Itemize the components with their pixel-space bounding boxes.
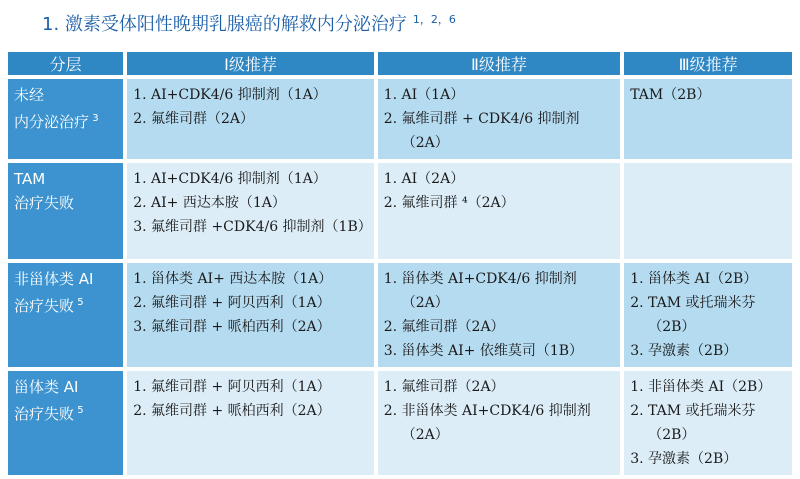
- category-reference: 5: [74, 405, 84, 416]
- category-line: 治疗失败 $^5$: [14, 405, 84, 423]
- recommendation-item: 3. 氟维司群 + 哌柏西利（2A）: [133, 319, 331, 335]
- recommendation-item: TAM（2B）: [630, 87, 711, 103]
- recommendation-item: 1. AI（1A）: [383, 87, 465, 103]
- category-reference: 3: [89, 113, 99, 124]
- recommendation-item: 2. 氟维司群 + 阿贝西利（1A）: [133, 295, 331, 311]
- cell-level2: [378, 163, 621, 259]
- header-level2: Ⅱ级推荐: [378, 52, 621, 75]
- header-stratification: 分层: [8, 52, 123, 75]
- category-line: 甾体类 AI: [14, 378, 79, 396]
- table-row: [8, 371, 792, 475]
- cell-level1: [127, 371, 374, 475]
- category-reference: 5: [74, 297, 84, 308]
- recommendation-item: 2. 氟维司群（2A）: [133, 111, 255, 127]
- recommendation-item: 1. 甾体类 AI+CDK4/6 抑制剂（2A）: [383, 271, 577, 311]
- page-title: 1. 激素受体阳性晚期乳腺癌的解救内分泌治疗 $^{1,2,6}$: [42, 13, 456, 35]
- table-row: [8, 163, 792, 259]
- table-row: [8, 263, 792, 367]
- cell-level2: [378, 263, 621, 367]
- recommendation-item: 1. 甾体类 AI+ 西达本胺（1A）: [133, 271, 333, 287]
- category-line: 治疗失败: [14, 194, 75, 212]
- row-category: [8, 163, 123, 259]
- cell-level2: [378, 79, 621, 159]
- cell-level3: [624, 263, 792, 367]
- recommendation-item: 1. 氟维司群（2A）: [383, 379, 505, 395]
- cell-level1: [127, 263, 374, 367]
- recommendation-item: 1. 氟维司群 + 阿贝西利（1A）: [133, 379, 331, 395]
- header-level1: Ⅰ级推荐: [127, 52, 374, 75]
- title-references: 1，2，6: [412, 13, 456, 26]
- category-line: 内分泌治疗 $^3$: [14, 113, 99, 131]
- recommendation-item: 2. 氟维司群 + 哌柏西利（2A）: [133, 403, 331, 419]
- cell-level2: [378, 371, 621, 475]
- cell-level3: [624, 163, 792, 259]
- recommendation-item: 3. 氟维司群 +CDK4/6 抑制剂（1B）: [133, 219, 372, 235]
- cell-level1: [127, 79, 374, 159]
- recommendation-item: 3. 孕激素（2B）: [630, 451, 738, 467]
- recommendation-item: 1. AI+CDK4/6 抑制剂（1A）: [133, 87, 327, 103]
- category-line: 未经: [14, 86, 45, 104]
- recommendation-item: 2. TAM 或托瑞米芬（2B）: [630, 403, 756, 443]
- recommendation-item: 1. AI+CDK4/6 抑制剂（1A）: [133, 171, 327, 187]
- treatment-table: [4, 48, 796, 479]
- header-level3: Ⅲ级推荐: [624, 52, 792, 75]
- category-line: TAM: [14, 170, 46, 188]
- cell-level1: [127, 163, 374, 259]
- category-line: 非甾体类 AI: [14, 270, 94, 288]
- recommendation-item: 3. 孕激素（2B）: [630, 343, 738, 359]
- row-category: [8, 79, 123, 159]
- recommendation-item: 2. 氟维司群（2A）: [383, 319, 505, 335]
- table-row: [8, 79, 792, 159]
- recommendation-item: 2. 氟维司群 ⁴（2A）: [383, 195, 515, 211]
- header-row: [8, 52, 792, 75]
- recommendation-item: 2. 氟维司群 + CDK4/6 抑制剂（2A）: [383, 111, 580, 151]
- recommendation-item: 3. 甾体类 AI+ 依维莫司（1B）: [383, 343, 584, 359]
- recommendation-item: 1. 非甾体类 AI（2B）: [630, 379, 772, 395]
- recommendation-item: 1. AI（2A）: [383, 171, 465, 187]
- cell-level3: [624, 371, 792, 475]
- recommendation-item: 2. AI+ 西达本胺（1A）: [133, 195, 286, 211]
- cell-level3: [624, 79, 792, 159]
- recommendation-item: 2. TAM 或托瑞米芬（2B）: [630, 295, 756, 335]
- recommendation-item: 2. 非甾体类 AI+CDK4/6 抑制剂（2A）: [383, 403, 591, 443]
- row-category: [8, 371, 123, 475]
- category-line: 治疗失败 $^5$: [14, 297, 84, 315]
- row-category: [8, 263, 123, 367]
- recommendation-item: 1. 甾体类 AI（2B）: [630, 271, 758, 287]
